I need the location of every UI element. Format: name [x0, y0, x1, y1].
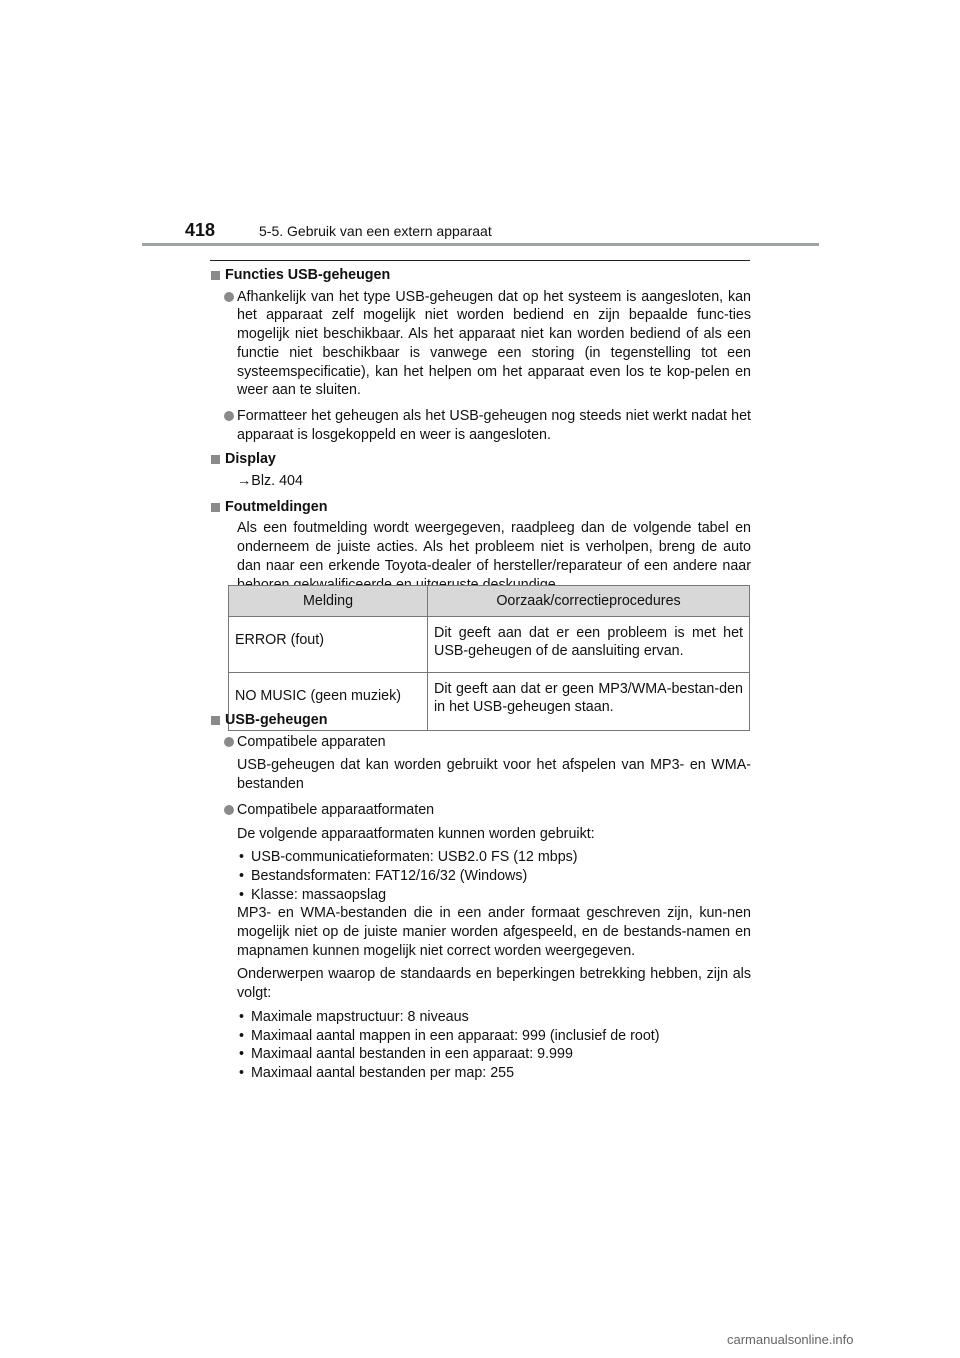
page-number: 418 — [185, 220, 216, 240]
round-bullet-icon — [224, 737, 234, 747]
page-header — [0, 0, 960, 250]
section-divider — [210, 260, 750, 261]
section-title-usb-memory: USB-geheugen — [211, 711, 751, 730]
bullet-item: Afhankelijk van het type USB-geheugen dat op het systeem is aangesloten, kan het apparaat zelf mogelijk niet worden bediend en zijn bepaalde func-ties mogelijk niet beschikbaar. Als het apparaat niet kan worden bediend of als een functie niet beschikbaar is vanwege een storing (in tegenstelling tot een systeemspecificatie), kan het helpen om het apparaat even los te kop-pelen en weer aan te sluiten. — [211, 288, 751, 400]
limits-list — [211, 1008, 751, 1083]
bullet-item: Compatibele apparaatformaten — [211, 801, 751, 820]
content-lower — [211, 711, 751, 1083]
list-item: • Maximaal aantal mappen in een apparaat: 999 (inclusief de root) — [237, 1027, 751, 1046]
bullet-item: Compatibele apparaten — [211, 733, 751, 752]
section-title-errors: Foutmeldingen — [211, 498, 751, 517]
table-cell: Dit geeft aan dat er geen MP3/WMA-bestan-den in het USB-geheugen staan. — [428, 673, 750, 731]
list-item: • USB-communicatieformaten: USB2.0 FS (12 mbps) — [237, 848, 751, 867]
table-row — [229, 617, 750, 673]
chapter-title: 5-5. Gebruik van een extern apparaat — [259, 223, 492, 239]
square-bullet-icon — [211, 503, 220, 512]
list-item: • Bestandsformaten: FAT12/16/32 (Windows) — [237, 867, 751, 886]
table-cell: NO MUSIC (geen muziek) — [229, 673, 428, 731]
watermark: carmanualsonline.info — [727, 1332, 854, 1347]
round-bullet-icon — [224, 805, 234, 815]
table-cell: Dit geeft aan dat er een probleem is met het USB-geheugen of de aansluiting ervan. — [428, 617, 750, 673]
formats-list — [211, 848, 751, 904]
table-cell: ERROR (fout) — [229, 617, 428, 673]
list-item: • Maximale mapstructuur: 8 niveaus — [237, 1008, 751, 1027]
square-bullet-icon — [211, 455, 220, 464]
compatible-devices-text: USB-geheugen dat kan worden gebruikt voor het afspelen van MP3- en WMA-bestanden — [237, 757, 751, 793]
bullet-item: Formatteer het geheugen als het USB-geheugen nog steeds niet werkt nadat het apparaat is losgekoppeld en weer is aangesloten. — [211, 407, 751, 444]
square-bullet-icon — [211, 271, 220, 280]
list-item: • Maximaal aantal bestanden in een apparaat: 9.999 — [237, 1045, 751, 1064]
list-item: • Maximaal aantal bestanden per map: 255 — [237, 1064, 751, 1083]
error-table — [228, 585, 750, 731]
table-header: Oorzaak/correctieprocedures — [428, 586, 750, 617]
limits-intro: Onderwerpen waarop de standaards en beperkingen betrekking hebben, zijn als volgt: — [237, 966, 751, 1002]
table-header: Melding — [229, 586, 428, 617]
content-upper — [211, 266, 751, 594]
section-title-display: Display — [211, 450, 751, 469]
page-reference: →Blz. 404 — [237, 473, 303, 490]
section-title-usb-functions: Functies USB-geheugen — [211, 266, 751, 285]
round-bullet-icon — [224, 292, 234, 302]
list-item: • Klasse: massaopslag — [237, 886, 751, 905]
format-note: MP3- en WMA-bestanden die in een ander formaat geschreven zijn, kun-nen mogelijk niet op de juiste manier worden afgespeeld, en de bestands-namen en mapnamen kunnen mogelijk niet correct worden weergegeven. — [237, 905, 751, 959]
errors-intro: Als een foutmelding wordt weergegeven, raadpleeg dan de volgende tabel en onderneem de juiste acties. Als het probleem niet is verholpen, breng de auto dan naar een erkende Toyota-dealer of hersteller/reparateur of een andere naar — [237, 520, 751, 574]
formats-intro: De volgende apparaatformaten kunnen worden gebruikt: — [237, 825, 595, 842]
round-bullet-icon — [224, 411, 234, 421]
square-bullet-icon — [211, 716, 220, 725]
header-rule — [142, 243, 819, 246]
